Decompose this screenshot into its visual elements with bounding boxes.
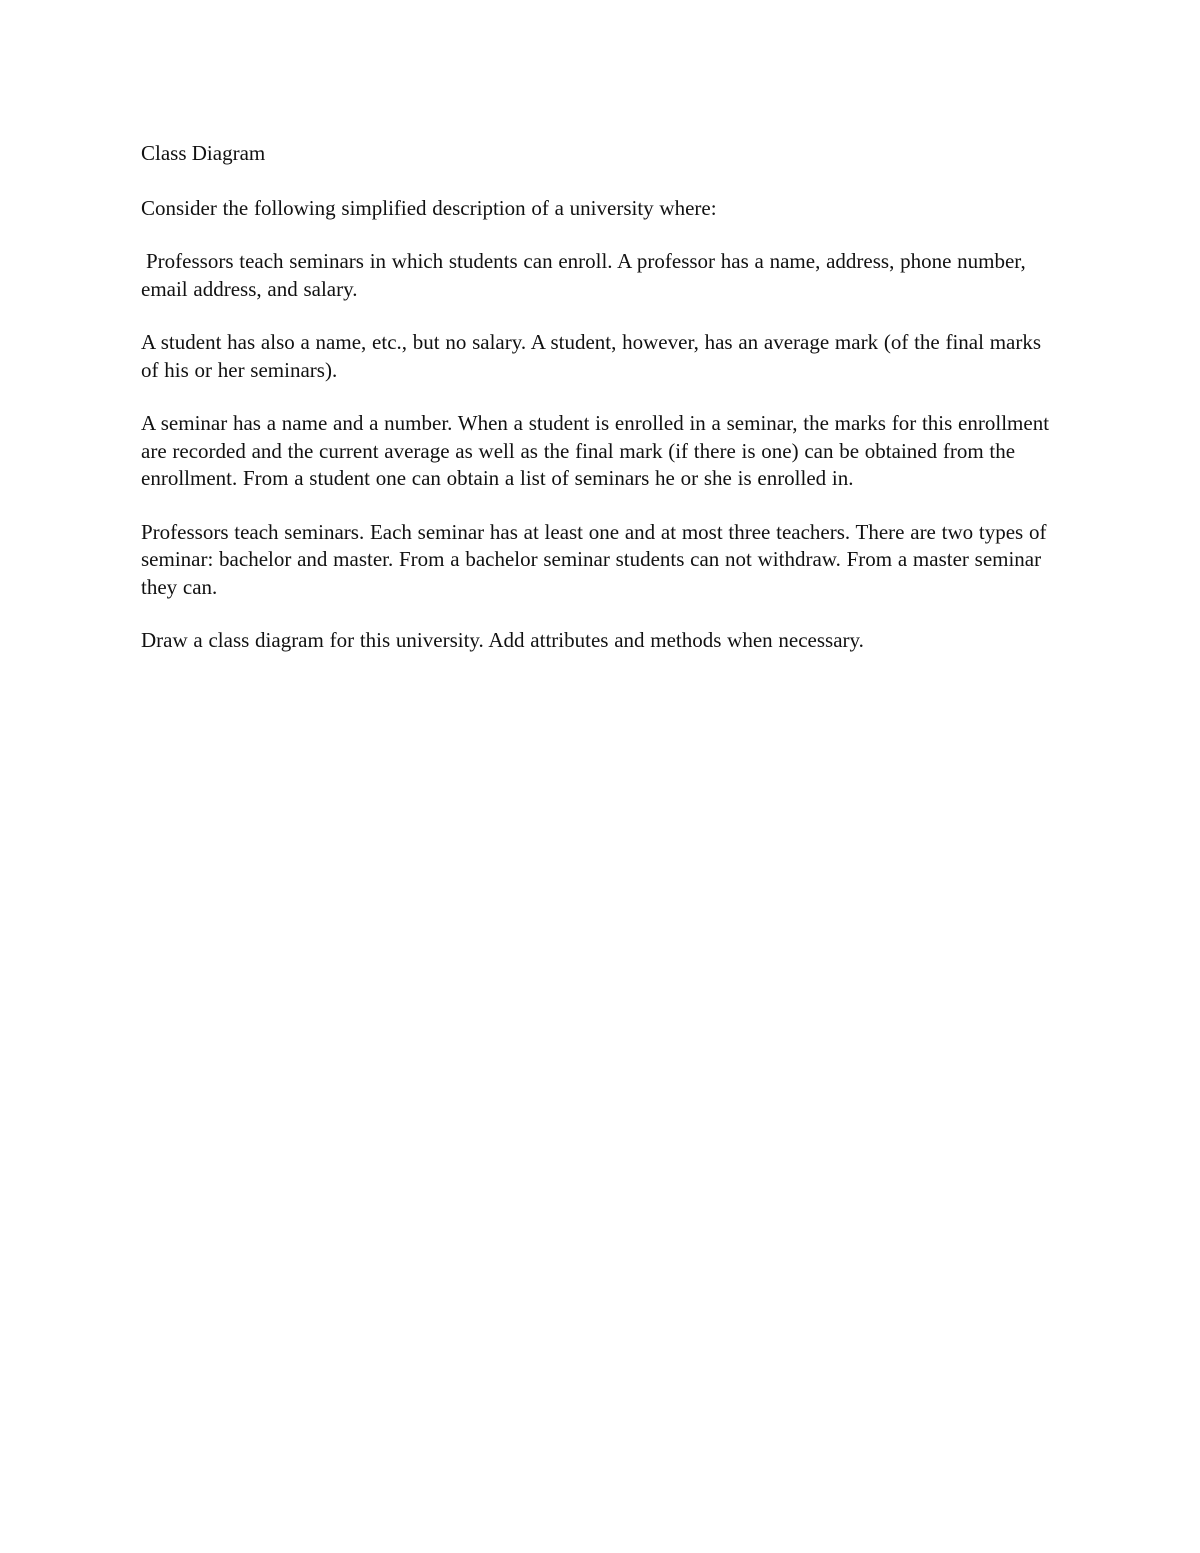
- student-paragraph: A student has also a name, etc., but no salary. A student, however, has an average mark (of the final marks of his or her seminars).: [141, 330, 1042, 382]
- intro-paragraph: Consider the following simplified description of a university where:: [141, 195, 717, 220]
- task-paragraph: Draw a class diagram for this university. Add attributes and methods when necessary.: [141, 628, 864, 652]
- document-body: [141, 140, 1061, 681]
- document-title: Class Diagram: [141, 141, 266, 165]
- teaching-paragraph: Professors teach seminars. Each seminar has at least one and at most three teachers. There are two types of seminar: bachelor and master. From a bachelor seminar students can not withdraw. From a master seminar they can.: [141, 519, 1047, 599]
- professor-paragraph: Professors teach seminars in which students can enroll. A professor has a name, address, phone number, email address, and salary.: [141, 249, 1026, 301]
- seminar-paragraph: A seminar has a name and a number. When a student is enrolled in a seminar, the marks for this enrollment are recorded and the current average as well as the final mark (if there is one) can be obtained from the enrollment. From a student one can obtain a list of seminars he or she is enrolled in.: [141, 411, 1050, 490]
